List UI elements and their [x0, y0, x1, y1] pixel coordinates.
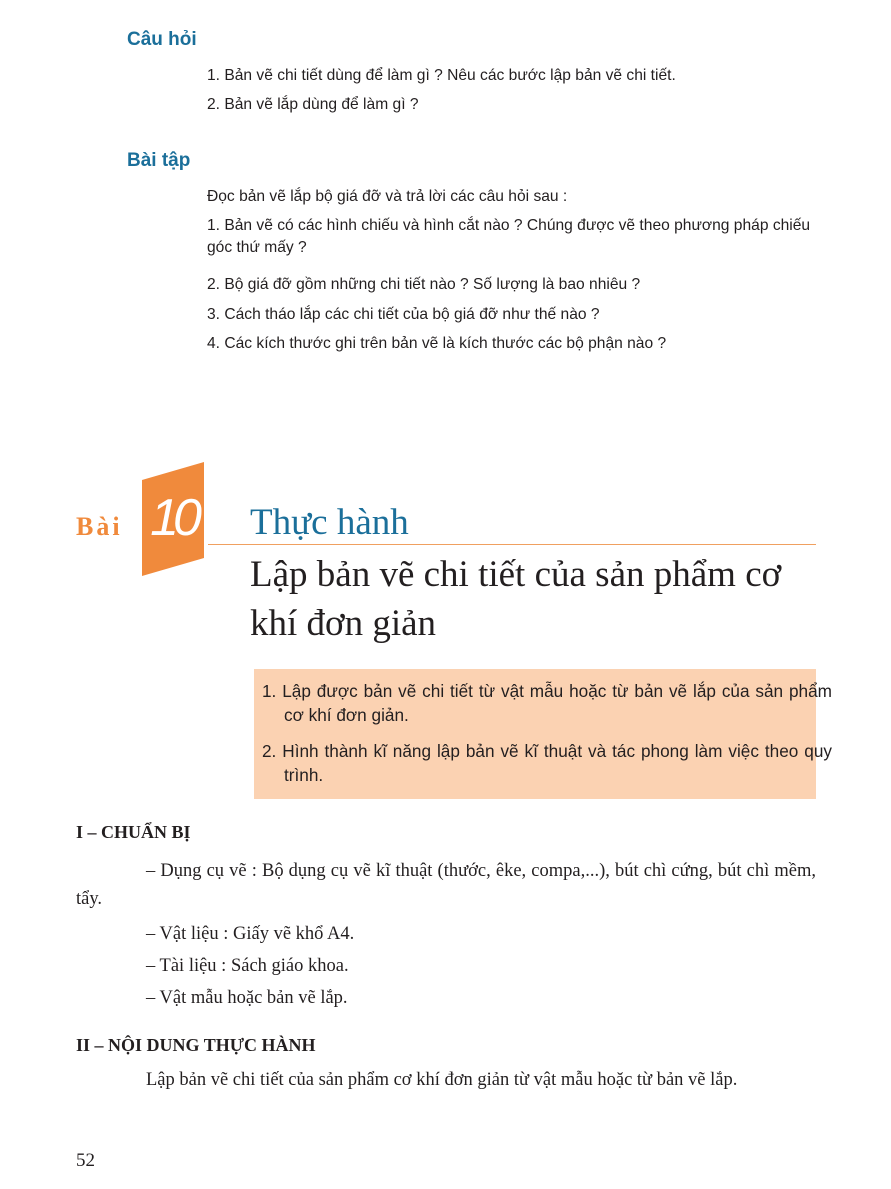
- prepare-item: – Vật mẫu hoặc bản vẽ lắp.: [146, 988, 348, 1008]
- section-prepare-heading: I – CHUẨN BỊ: [76, 822, 191, 842]
- questions-heading: Câu hỏi: [127, 29, 197, 50]
- lesson-label: Bài: [76, 512, 123, 541]
- section-content-heading: II – NỘI DUNG THỰC HÀNH: [76, 1035, 316, 1055]
- objective-item: 2. Hình thành kĩ năng lập bản vẽ kĩ thuật và tác phong làm việc theo quy trình.: [262, 741, 832, 785]
- objective-item: 1. Lập được bản vẽ chi tiết từ vật mẫu hoặc từ bản vẽ lắp của sản phẩm cơ khí đơn giản.: [262, 681, 832, 725]
- question-item: 2. Bản vẽ lắp dùng để làm gì ?: [207, 96, 419, 113]
- prepare-item: – Vật liệu : Giấy vẽ khổ A4.: [146, 924, 355, 944]
- exercises-heading: Bài tập: [127, 150, 191, 171]
- title-divider: [208, 544, 816, 545]
- lesson-subtitle: Lập bản vẽ chi tiết của sản phẩm cơ khí đơn giản: [250, 554, 782, 644]
- exercises-intro: Đọc bản vẽ lắp bộ giá đỡ và trả lời các câu hỏi sau :: [207, 188, 568, 205]
- lesson-number: 10: [150, 489, 196, 547]
- exercise-item: 1. Bản vẽ có các hình chiếu và hình cắt nào ? Chúng được vẽ theo phương pháp chiếu góc thứ mấy ?: [207, 217, 811, 256]
- question-item: 1. Bản vẽ chi tiết dùng để làm gì ? Nêu các bước lập bản vẽ chi tiết.: [207, 67, 676, 84]
- prepare-item: – Dụng cụ vẽ : Bộ dụng cụ vẽ kĩ thuật (thước, êke, compa,...), bút chì cứng, bút chì mềm, tẩy.: [76, 861, 816, 909]
- page-number: 52: [76, 1150, 95, 1171]
- prepare-item: – Tài liệu : Sách giáo khoa.: [146, 956, 349, 976]
- section-content-text: Lập bản vẽ chi tiết của sản phẩm cơ khí đơn giản từ vật mẫu hoặc từ bản vẽ lắp.: [146, 1070, 738, 1090]
- exercise-item: 2. Bộ giá đỡ gồm những chi tiết nào ? Số lượng là bao nhiêu ?: [207, 276, 641, 293]
- exercise-item: 3. Cách tháo lắp các chi tiết của bộ giá đỡ như thế nào ?: [207, 306, 600, 323]
- lesson-title: Thực hành: [250, 502, 409, 543]
- exercise-item: 4. Các kích thước ghi trên bản vẽ là kích thước các bộ phận nào ?: [207, 335, 667, 352]
